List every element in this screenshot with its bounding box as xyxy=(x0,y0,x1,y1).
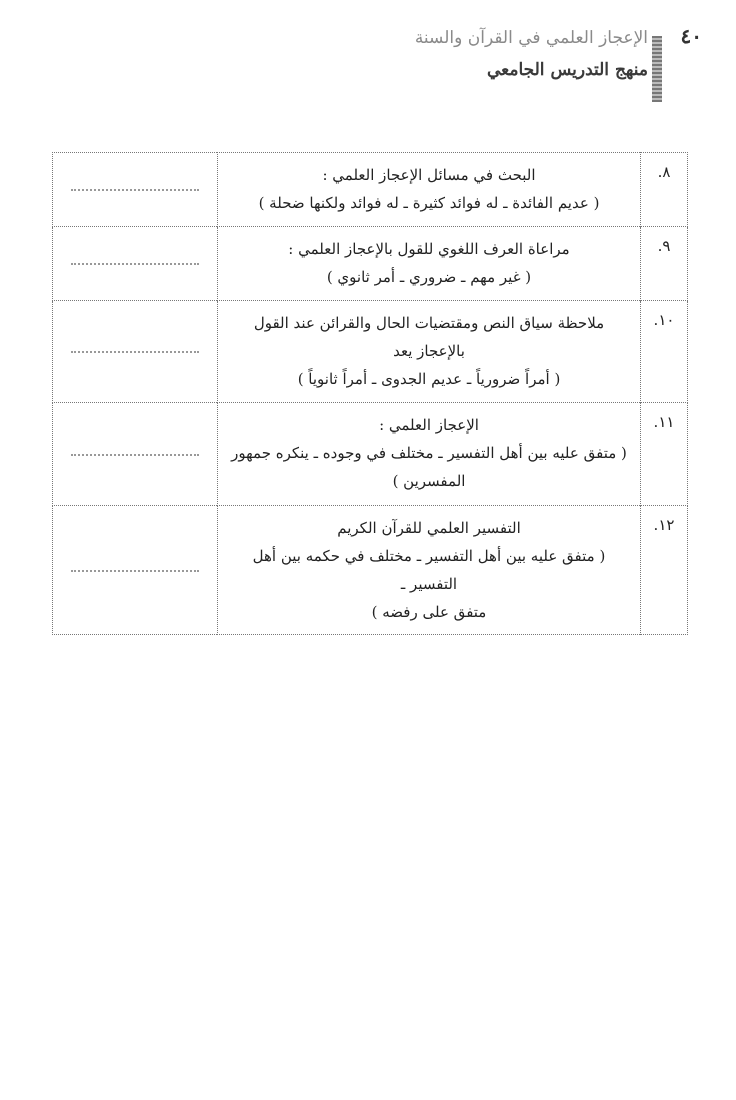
answer-blank[interactable] xyxy=(53,227,218,301)
question-number: ١٠. xyxy=(641,301,688,403)
question-line: المفسرين ) xyxy=(392,472,466,490)
dotted-answer-line xyxy=(71,188,199,191)
question-line: مراعاة العرف اللغوي للقول بالإعجاز العلمي : xyxy=(288,240,570,258)
question-number: ٩. xyxy=(641,227,688,301)
table-row xyxy=(53,301,688,403)
table-row xyxy=(53,506,688,635)
answer-blank[interactable] xyxy=(53,403,218,506)
question-line: الإعجاز العلمي : xyxy=(379,416,479,434)
question-line: التفسير العلمي للقرآن الكريم xyxy=(337,519,521,537)
question-line: ( متفق عليه بين أهل التفسير ـ مختلف في حكمه بين أهل التفسير ـ xyxy=(252,547,606,593)
question-number: ٨. xyxy=(641,153,688,227)
question-line: ملاحظة سياق النص ومقتضيات الحال والقرائن عند القول xyxy=(253,314,605,332)
table-row xyxy=(53,227,688,301)
question-line: ( غير مهم ـ ضروري ـ أمر ثانوي ) xyxy=(326,268,532,286)
dotted-answer-line xyxy=(71,569,199,572)
answer-blank[interactable] xyxy=(53,506,218,635)
page-number: ٤٠ xyxy=(680,24,702,48)
answer-blank[interactable] xyxy=(53,301,218,403)
question-text xyxy=(218,153,641,227)
dotted-answer-line xyxy=(71,453,199,456)
question-line: ( عديم الفائدة ـ له فوائد كثيرة ـ له فوائد ولكنها ضحلة ) xyxy=(258,194,600,212)
question-line: البحث في مسائل الإعجاز العلمي : xyxy=(322,166,536,184)
question-line: ( متفق عليه بين أهل التفسير ـ مختلف في وجوده ـ ينكره جمهور xyxy=(231,444,627,462)
question-text xyxy=(218,301,641,403)
question-line: بالإعجاز يعد xyxy=(393,342,465,360)
question-number: ١١. xyxy=(641,403,688,506)
section-title: منهج التدريس الجامعي xyxy=(487,60,648,80)
dotted-answer-line xyxy=(71,350,199,353)
question-number: ١٢. xyxy=(641,506,688,635)
page-header xyxy=(386,18,706,88)
header-decoration-bar xyxy=(652,36,662,102)
table-row xyxy=(53,403,688,506)
question-line: متفق على رفضه ) xyxy=(371,603,487,621)
answer-blank[interactable] xyxy=(53,153,218,227)
questions-table xyxy=(52,152,688,635)
question-text xyxy=(218,506,641,635)
dotted-answer-line xyxy=(71,262,199,265)
question-line: ( أمراً ضرورياً ـ عديم الجدوى ـ أمراً ثانوياً ) xyxy=(297,370,561,388)
question-text xyxy=(218,227,641,301)
question-text xyxy=(218,403,641,506)
book-title: الإعجاز العلمي في القرآن والسنة xyxy=(414,28,648,48)
table-row xyxy=(53,153,688,227)
